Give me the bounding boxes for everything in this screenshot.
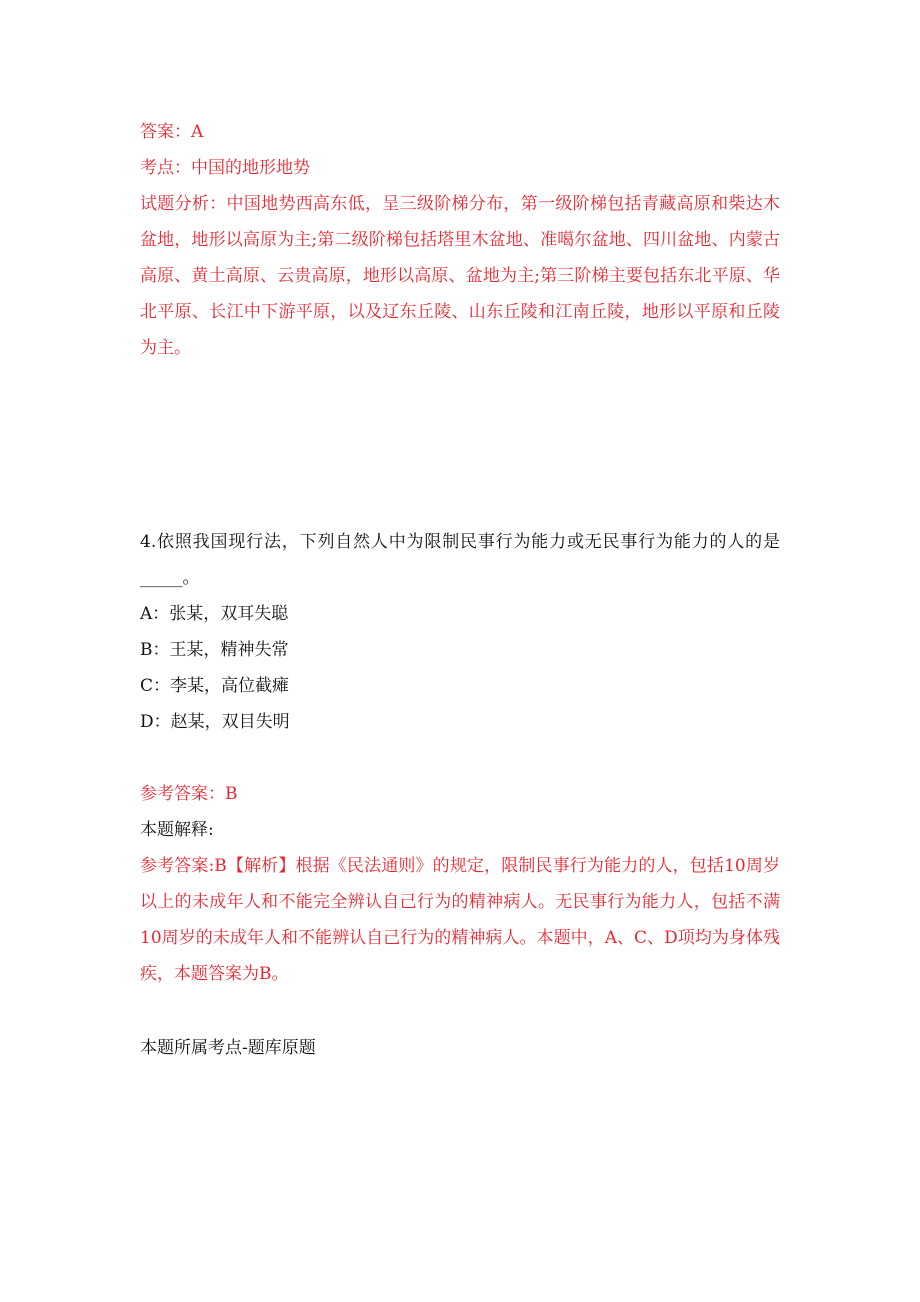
option-d: D：赵某，双目失明: [140, 712, 290, 732]
explanation-label: 本题解释:: [140, 820, 214, 840]
source-line: 本题所属考点-题库原题: [140, 1038, 316, 1058]
question-stem: 4.依照我国现行法，下列自然人中为限制民事行为能力或无民事行为能力的人的是_____。: [140, 532, 780, 588]
explanation-paragraph: 参考答案:B【解析】根据《民法通则》的规定，限制民事行为能力的人，包括10周岁以上的未成年人和不能完全辨认自己行为的精神病人。无民事行为能力人，包括不满10周岁的未成年人和不能辨认自己行为的精神病人。本题中，A、C、D项均为身体残疾，本题答案为B。: [140, 856, 780, 984]
question-4-section: [140, 524, 780, 740]
option-b: B：王某，精神失常: [140, 640, 289, 660]
reference-answer: 参考答案：B: [140, 784, 238, 804]
option-c: C：李某，高位截瘫: [140, 676, 290, 696]
option-list: [140, 596, 780, 740]
q4-answer-section: [140, 776, 780, 992]
q3-answer-section: [140, 114, 780, 366]
answer-line: 答案：A: [140, 122, 204, 142]
analysis-paragraph: 试题分析：中国地势西高东低，呈三级阶梯分布，第一级阶梯包括青藏高原和柴达木盆地，地形以高原为主;第二级阶梯包括塔里木盆地、准噶尔盆地、四川盆地、内蒙古高原、黄土高原、云贵高原，地形以高原、盆地为主;第三阶梯主要包括东北平原、华北平原、长江中下游平原，以及辽东丘陵、山东丘陵和江南丘陵，地形以平原和丘陵为主。: [140, 194, 780, 358]
topic-line: 考点：中国的地形地势: [140, 158, 310, 178]
option-a: A：张某，双耳失聪: [140, 604, 289, 624]
footer-section: [140, 1030, 780, 1066]
